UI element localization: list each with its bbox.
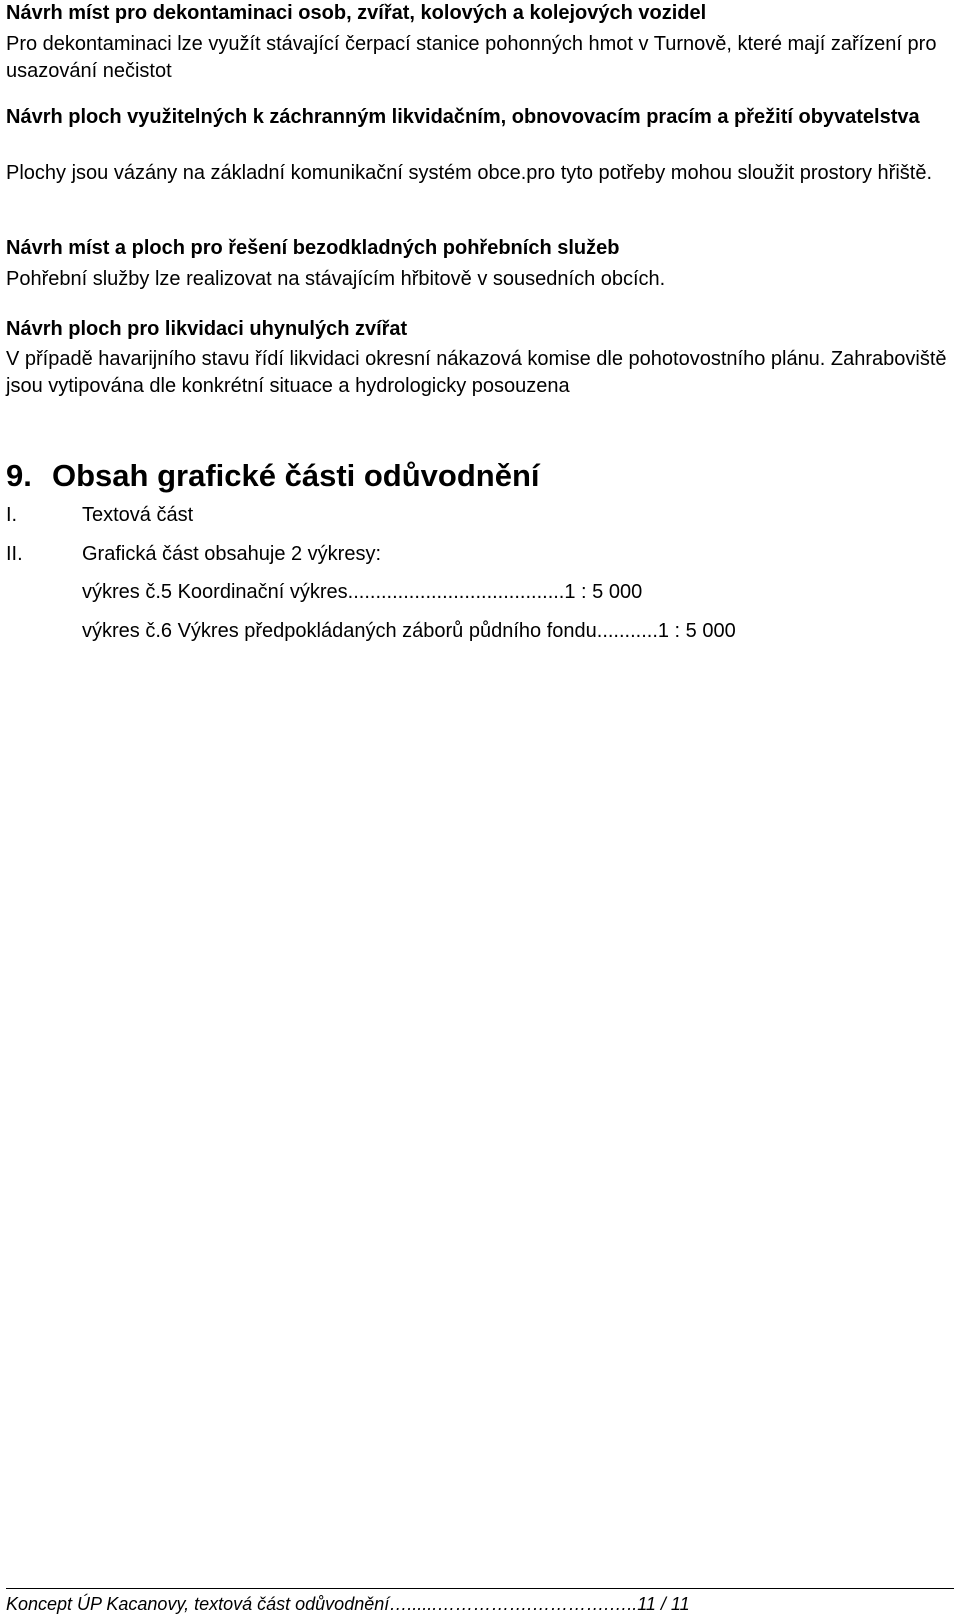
chapter-title: Obsah grafické části odůvodnění: [52, 458, 540, 493]
section-heading-burial-services: Návrh míst a ploch pro řešení bezodkladných pohřebních služeb: [6, 237, 620, 259]
section-text-decontamination: Pro dekontaminaci lze využít stávající čerpací stanice pohonných hmot v Turnově, které mají zařízení pro usazování nečistot: [6, 33, 937, 82]
section-heading-animal-disposal: Návrh ploch pro likvidaci uhynulých zvířat: [6, 318, 408, 340]
section-heading-decontamination: Návrh míst pro dekontaminaci osob, zvířat, kolových a kolejových vozidel: [6, 2, 707, 24]
page-footer: [6, 1588, 954, 1617]
document-page: [6, 0, 954, 1616]
chapter-number: 9.: [6, 458, 32, 493]
section-text-animal-disposal: V případě havarijního stavu řídí likvidaci okresní nákazová komise dle pohotovostního plánu. Zahraboviště jsou vytipována dle konkrétní situace a hydrologicky posouzena: [6, 348, 947, 397]
section-text-burial-services: Pohřební služby lze realizovat na stávajícím hřbitově v sousedních obcích.: [6, 268, 666, 290]
drawing-entry-land-use: výkres č.6 Výkres předpokládaných záborů půdního fondu...........1 : 5 000: [82, 620, 736, 642]
list-item-label: Grafická část obsahuje 2 výkresy:: [82, 543, 382, 565]
chapter-heading: [6, 456, 540, 496]
section-heading-rescue-areas: Návrh ploch využitelných k záchranným likvidačním, obnovovacím pracím a přežití obyvatelstva: [6, 106, 920, 128]
list-item-number: I.: [6, 504, 18, 526]
footer-text: Koncept ÚP Kacanovy, textová část odůvodnění…......…………….………….…..11 / 11: [6, 1594, 690, 1614]
drawing-entry-coordination: výkres č.5 Koordinační výkres.......................................1 : 5 000: [82, 581, 643, 603]
list-item-number: II.: [6, 543, 23, 565]
section-text-rescue-areas: Plochy jsou vázány na základní komunikační systém obce.pro tyto potřeby mohou sloužit prostory hřiště.: [6, 162, 933, 184]
list-item-label: Textová část: [82, 504, 194, 526]
